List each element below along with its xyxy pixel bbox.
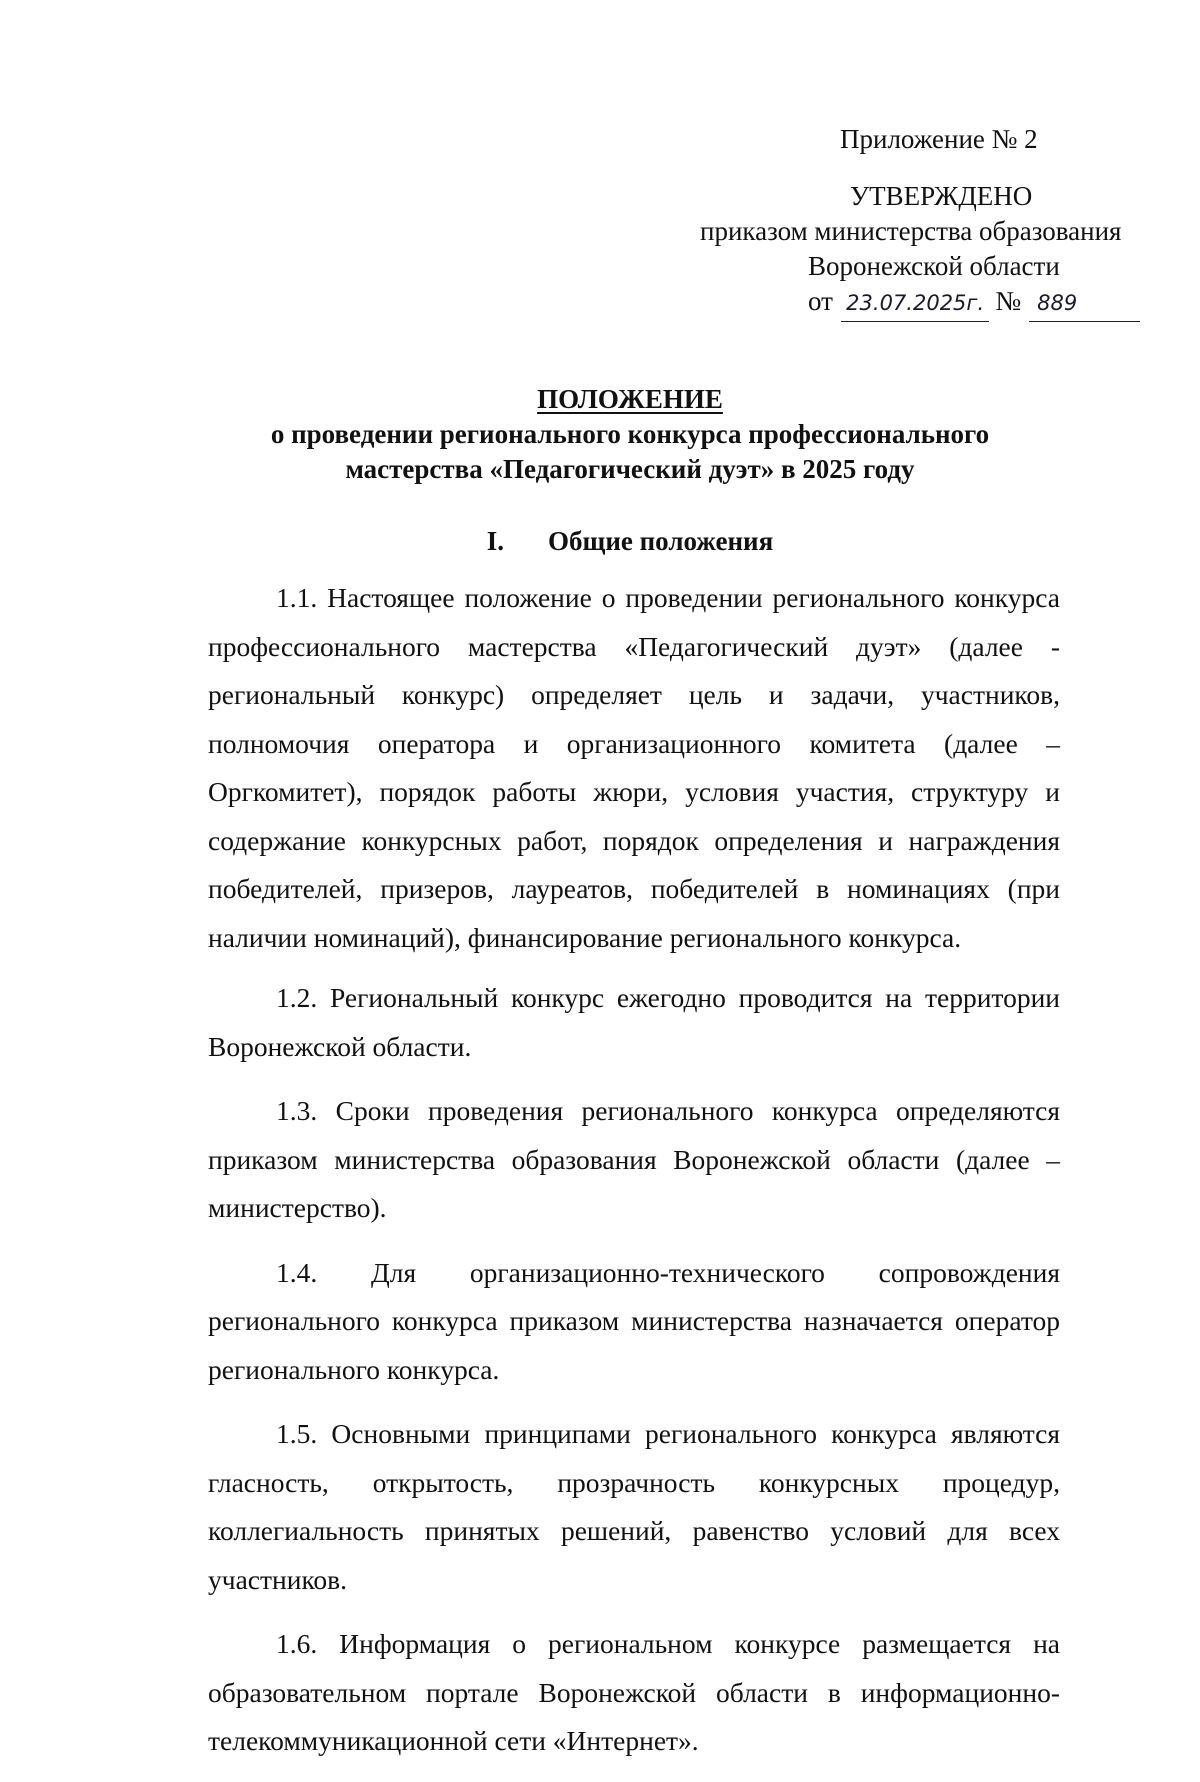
handwritten-date: 23.07.2025г. xyxy=(841,286,989,322)
section-number: I. xyxy=(486,526,505,556)
date-prefix: от xyxy=(808,286,833,316)
title-line-2: мастерства «Педагогический дуэт» в 2025 году xyxy=(345,454,915,484)
document-title xyxy=(200,382,1060,487)
section-title: Общие положения xyxy=(548,526,774,556)
paragraph-1-3: 1.3. Сроки проведения регионального конкурса определяются приказом министерства образования Воронежской области (далее – министерство). xyxy=(208,1095,1060,1223)
paragraph-1-5: 1.5. Основными принципами регионального конкурса являются гласность, открытость, прозрачность конкурсных процедур, коллегиальность принятых решений, равенство условий для всех участников. xyxy=(208,1418,1060,1595)
title-main: ПОЛОЖЕНИЕ xyxy=(537,384,723,414)
paragraph-1-1: 1.1. Настоящее положение о проведении регионального конкурса профессионального мастерства «Педагогический дуэт» (далее - региональный конкурс) определяет цель и задачи, участников, полномочия оператора и организационного комитета (далее – Оргкомитет), порядок работы жюри, условия участия, структуру и содержание конкурсных работ, порядок определения и награждения победителей, призеров, лауреатов, победителей в номинациях (при наличии номинаций), финансирование регионального конкурса. xyxy=(208,582,1060,953)
approved-region: Воронежской области xyxy=(808,251,1060,281)
approved-label: УТВЕРЖДЕНО xyxy=(850,181,1033,211)
section-heading xyxy=(200,524,1060,559)
paragraph-1-6: 1.6. Информация о региональном конкурсе размещается на образовательном портале Воронежской области в информационно-телекоммуникационной сети «Интернет». xyxy=(208,1628,1060,1756)
order-line xyxy=(700,284,1140,322)
approved-by-order: приказом министерства образования xyxy=(700,216,1122,246)
title-line-1: о проведении регионального конкурса профессионального xyxy=(270,419,990,449)
paragraph-1-2: 1.2. Региональный конкурс ежегодно проводится на территории Воронежской области. xyxy=(208,982,1060,1062)
approval-stamp-block xyxy=(700,122,1140,322)
attachment-number: Приложение № 2 xyxy=(840,124,1038,154)
number-sign: № xyxy=(995,286,1022,316)
paragraph-1-4: 1.4. Для организационно-технического сопровождения регионального конкурса приказом министерства назначается оператор регионального конкурса. xyxy=(208,1256,1060,1385)
handwritten-number: 889 xyxy=(1029,286,1140,322)
document-body xyxy=(208,574,1060,1782)
